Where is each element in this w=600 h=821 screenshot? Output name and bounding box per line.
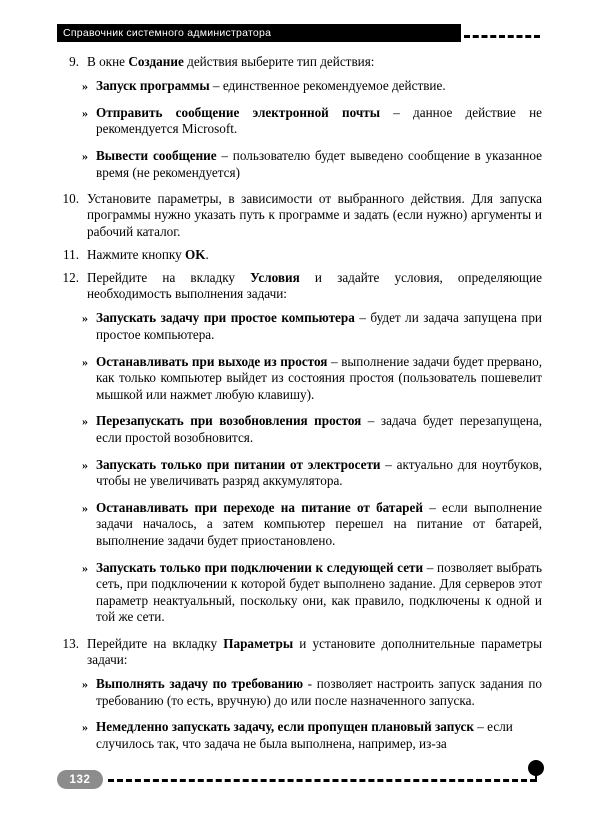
text-run: . xyxy=(205,246,209,262)
bullet-marker-icon: » xyxy=(82,79,88,94)
bullet-description: – позволяет выбрать сеть, при подключении к которой будет выполнено задание. Для серверов этот параметр неактуальный, поскольку они, как правило, подключены к одной и той же сети. xyxy=(96,559,543,625)
list-item-number: 12. xyxy=(62,269,79,285)
bullet-text xyxy=(96,560,542,626)
bullet-description: – пользователю будет выведено сообщение в указанное время (не рекомендуется) xyxy=(96,147,542,180)
bullet-marker-icon: » xyxy=(82,414,88,429)
list-item xyxy=(58,636,542,668)
running-head-bar xyxy=(57,24,461,42)
bullet-text xyxy=(96,78,542,95)
bullet-text xyxy=(96,148,542,181)
bullet-text xyxy=(96,310,542,343)
bullet-term: Немедленно запускать задачу, если пропущен плановый запуск xyxy=(96,719,474,735)
text-run: и задайте условия, определяющие необходимость выполнения задачи: xyxy=(87,269,542,302)
bullet-term: Останавливать при выходе из простоя xyxy=(96,353,328,369)
list-item-text xyxy=(79,247,542,263)
list-item xyxy=(58,54,542,70)
page-content xyxy=(58,54,542,763)
bullet-list xyxy=(58,310,542,626)
bullet-term: Запускать только при подключении к следующей сети xyxy=(96,559,424,575)
list-item-number: 13. xyxy=(62,635,79,651)
list-item-number: 9. xyxy=(69,54,79,69)
bold-run: Условия xyxy=(250,269,300,285)
bullet-term: Останавливать при переходе на питание от батарей xyxy=(96,499,423,515)
bullet-term: Перезапускать при возобновления простоя xyxy=(96,413,362,429)
list-item-number: 10. xyxy=(62,191,79,207)
bullet-description: – если выполнение задачи началось, а затем компьютер перешел на питание от батарей, выполнение задачи будет приостановлено. xyxy=(96,499,542,548)
bullet-description: – задача будет перезапущена, если простой возобновится. xyxy=(96,413,542,445)
bullet-term: Вывести сообщение xyxy=(96,147,217,163)
bullet-term: Выполнять задачу по требованию xyxy=(96,676,304,692)
bullet-description: – будет ли задача запущена при простое компьютера. xyxy=(96,310,542,342)
list-item xyxy=(58,270,542,302)
bullet-marker-icon: » xyxy=(82,560,88,575)
bullet-text xyxy=(96,676,542,709)
text-run: действия выберите тип действия: xyxy=(183,54,375,69)
bullet-marker-icon: » xyxy=(82,500,88,515)
bullet-list xyxy=(58,78,542,181)
bold-run: Создание xyxy=(128,54,184,69)
bullet-marker-icon: » xyxy=(82,354,88,369)
text-run: Перейдите на вкладку xyxy=(87,269,251,285)
page-header xyxy=(0,24,600,46)
bullet-item xyxy=(58,560,542,626)
bullet-description: – актуально для ноутбуков, чтобы не увеличивать разряд аккумулятора. xyxy=(96,456,543,489)
text-run: Перейдите на вкладку xyxy=(87,635,224,651)
bullet-description: – данное действие не рекомендуется Microsoft. xyxy=(96,104,542,137)
bullet-marker-icon: » xyxy=(82,148,88,163)
bullet-item xyxy=(58,78,542,95)
text-run: Нажмите кнопку xyxy=(87,246,186,262)
bullet-marker-icon: » xyxy=(82,677,88,692)
bullet-text xyxy=(96,719,542,752)
page-number-badge: 132 xyxy=(57,770,103,789)
list-item-text: Установите параметры, в зависимости от выбранного действия. Для запуска программы нужно указать путь к программе и задать (если нужно) аргументы и рабочий каталог. xyxy=(87,191,542,239)
bullet-term: Отправить сообщение электронной почты xyxy=(96,104,381,120)
bullet-item xyxy=(58,676,542,709)
bullet-description: - позволяет настроить запуск задания по требованию (то есть, вручную) до или после назначенного запуска. xyxy=(96,676,542,708)
bullet-item xyxy=(58,354,542,404)
list-item-number: 11. xyxy=(63,246,79,262)
text-run: В окне xyxy=(87,54,129,69)
bullet-description: – если случилось так, что задача не была выполнена, например, из-за xyxy=(96,719,513,752)
bullet-item xyxy=(58,413,542,446)
text-run: и установите дополнительные параметры задачи: xyxy=(87,635,542,668)
bullet-text xyxy=(96,354,542,404)
footer-pin-dot-icon xyxy=(528,760,544,776)
bullet-item xyxy=(58,148,542,181)
bullet-text xyxy=(96,105,542,138)
bullet-marker-icon: » xyxy=(82,457,88,472)
header-dashed-rule xyxy=(464,35,540,38)
bullet-item xyxy=(58,500,542,550)
bullet-item xyxy=(58,457,542,490)
bullet-item xyxy=(58,310,542,343)
bullet-text xyxy=(96,413,542,446)
bold-run: OK xyxy=(185,246,206,262)
bullet-description: – выполнение задачи будет прервано, как только компьютер выйдет из состояния простоя (пользователь пошевелит мышкой или нажмет любую клавишу). xyxy=(96,353,542,402)
bullet-marker-icon: » xyxy=(82,105,88,120)
page-footer xyxy=(0,758,600,802)
list-item-text xyxy=(79,54,542,70)
bullet-marker-icon: » xyxy=(82,720,88,735)
bullet-description: – единственное рекомендуемое действие. xyxy=(209,78,446,94)
list-item xyxy=(58,191,542,240)
bullet-item xyxy=(58,105,542,138)
footer-dashed-rule xyxy=(108,779,536,782)
list-item xyxy=(58,247,542,263)
bullet-term: Запускать задачу при простое компьютера xyxy=(96,310,355,326)
bullet-list xyxy=(58,676,542,752)
bullet-term: Запускать только при питании от электросети xyxy=(96,456,381,472)
list-item-text xyxy=(79,636,542,668)
bullet-text xyxy=(96,500,542,550)
bullet-text xyxy=(96,457,542,490)
running-head-title: Справочник системного администратора xyxy=(63,27,272,39)
bullet-item xyxy=(58,719,542,752)
bullet-term: Запуск программы xyxy=(96,78,210,94)
list-item-text xyxy=(79,270,542,302)
bold-run: Параметры xyxy=(223,635,294,651)
bullet-marker-icon: » xyxy=(82,311,88,326)
